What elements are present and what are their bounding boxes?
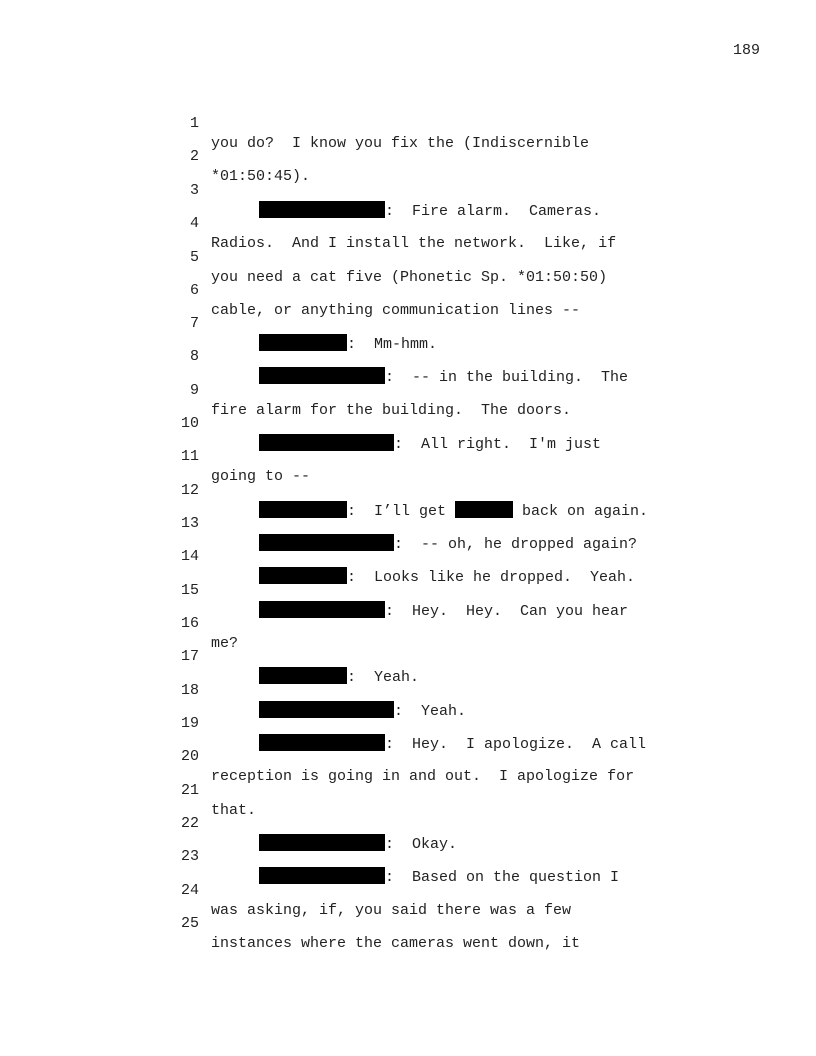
line-text: : Yeah. (394, 703, 467, 720)
line-text: : Looks like he dropped. Yeah. (347, 569, 636, 586)
line-text: Radios. And I install the network. Like, if (211, 235, 617, 252)
line-text: : -- oh, he dropped again? (394, 536, 638, 553)
redaction-box (259, 334, 347, 351)
line-text: that. (211, 802, 257, 819)
line-number: 19 (180, 715, 199, 732)
line-number: 21 (180, 782, 199, 799)
redaction-box (259, 567, 347, 584)
redaction-box (259, 201, 385, 218)
line-number: 2 (189, 148, 199, 165)
transcript-line (0, 761, 257, 819)
line-number: 23 (180, 848, 199, 865)
page-number: 189 (733, 42, 761, 59)
line-number: 9 (189, 382, 199, 399)
line-number: 22 (180, 815, 199, 832)
line-text: cable, or anything communication lines -- (211, 302, 581, 319)
redaction-box (259, 867, 385, 884)
line-text: : Mm-hmm. (347, 336, 438, 353)
line-text: was asking, if, you said there was a few (211, 902, 572, 919)
line-number: 12 (180, 482, 199, 499)
line-text: reception is going in and out. I apologize for (211, 768, 635, 785)
line-text: : Hey. Hey. Can you hear (385, 603, 629, 620)
line-number: 11 (180, 448, 199, 465)
line-text: instances where the cameras went down, it (211, 935, 581, 952)
line-text: : Yeah. (347, 669, 420, 686)
line-number: 16 (180, 615, 199, 632)
line-text: : I’ll get (347, 503, 456, 520)
redaction-box (259, 734, 385, 751)
line-number: 8 (189, 348, 199, 365)
redaction-box (259, 667, 347, 684)
redaction-box (259, 834, 385, 851)
line-text: : All right. I'm just (394, 436, 602, 453)
transcript-line (0, 94, 590, 152)
line-number: 6 (189, 282, 199, 299)
redaction-box (455, 501, 513, 518)
redaction-box (259, 367, 385, 384)
line-text: back on again. (513, 503, 649, 520)
line-number: 24 (180, 882, 199, 899)
line-text: : -- in the building. The (385, 369, 629, 386)
redaction-box (259, 601, 385, 618)
transcript-line (0, 127, 311, 185)
line-number: 5 (189, 249, 199, 266)
redaction-box (259, 534, 394, 551)
line-text: you do? I know you fix the (Indiscernible (211, 135, 590, 152)
line-text: you need a cat five (Phonetic Sp. *01:50:50) (211, 269, 608, 286)
transcript-line (0, 594, 239, 652)
redaction-box (259, 701, 394, 718)
line-text: : Fire alarm. Cameras. (385, 203, 602, 220)
line-text: : Based on the question I (385, 869, 620, 886)
line-text: : Hey. I apologize. A call (385, 736, 647, 753)
line-number: 18 (180, 682, 199, 699)
line-number: 4 (189, 215, 199, 232)
redaction-box (259, 501, 347, 518)
line-number: 1 (189, 115, 199, 132)
line-number: 3 (189, 182, 199, 199)
line-number: 7 (189, 315, 199, 332)
line-number: 14 (180, 548, 199, 565)
transcript-line (0, 427, 311, 485)
line-text: fire alarm for the building. The doors. (211, 402, 572, 419)
line-number: 10 (180, 415, 199, 432)
transcript-line (0, 661, 467, 720)
line-number: 25 (180, 915, 199, 932)
line-text: me? (211, 635, 239, 652)
redaction-box (259, 434, 394, 451)
line-text: *01:50:45). (211, 168, 311, 185)
line-number: 20 (180, 748, 199, 765)
line-number: 13 (180, 515, 199, 532)
line-number: 17 (180, 648, 199, 665)
line-text: : Okay. (385, 836, 458, 853)
line-number: 15 (180, 582, 199, 599)
line-text: going to -- (211, 468, 311, 485)
